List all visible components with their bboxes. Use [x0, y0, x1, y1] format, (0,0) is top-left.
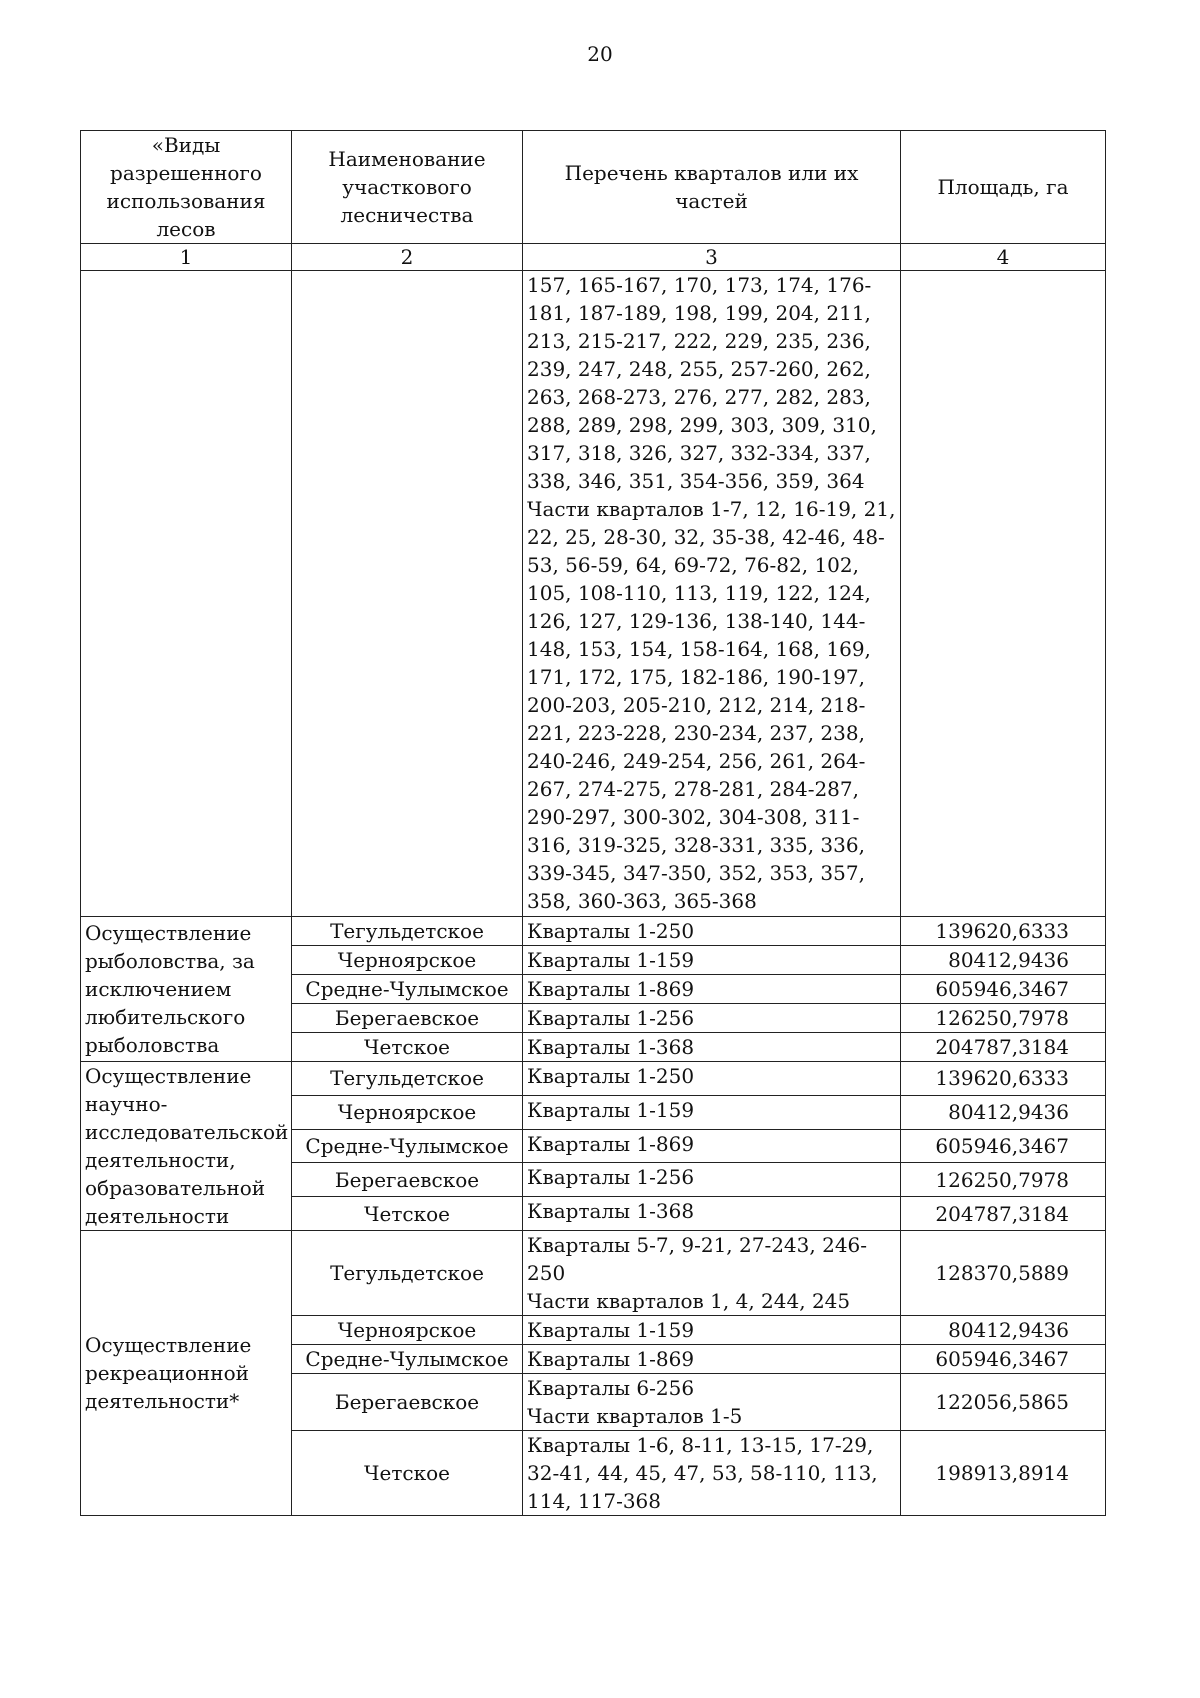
area-value: 126250,7978 [901, 1004, 1106, 1033]
forest-use-type: Осуществление рекреационной деятельности* [81, 1231, 292, 1516]
quarters-list: Кварталы 1-159 [523, 1095, 901, 1129]
area-value: 122056,5865 [901, 1374, 1106, 1431]
quarters-list: Кварталы 1-6, 8-11, 13-15, 17-29, 32-41, 44, 45, 47, 53, 58-110, 113, 114, 117-368 [523, 1431, 901, 1516]
area-value: 204787,3184 [901, 1033, 1106, 1062]
quarters-list: Кварталы 1-869 [523, 1129, 901, 1163]
area-value: 139620,6333 [901, 917, 1106, 946]
table-row [81, 1062, 1106, 1096]
area-value: 80412,9436 [901, 1095, 1106, 1129]
area-value: 605946,3467 [901, 1345, 1106, 1374]
area-value: 605946,3467 [901, 1129, 1106, 1163]
forest-use-type: Осуществление научно-исследовательской деятельности, образовательной деятельности [81, 1062, 292, 1231]
column-number: 1 [81, 244, 292, 271]
area-value: 198913,8914 [901, 1431, 1106, 1516]
forestry-name: Четское [292, 1197, 523, 1231]
forestry-name: Средне-Чулымское [292, 1345, 523, 1374]
forestry-name: Черноярское [292, 1095, 523, 1129]
empty-cell [901, 271, 1106, 917]
empty-cell [81, 271, 292, 917]
quarters-list: Кварталы 5-7, 9-21, 27-243, 246-250 [527, 1233, 868, 1285]
quarters-list: Кварталы 1-250 [523, 917, 901, 946]
table-row [81, 1231, 1106, 1316]
table-header-row [81, 131, 1106, 244]
header-forest-use-type: «Виды разрешенного использования лесов [81, 131, 292, 244]
area-value: 605946,3467 [901, 975, 1106, 1004]
column-number: 2 [292, 244, 523, 271]
forestry-name: Четское [292, 1431, 523, 1516]
quarters-list: Кварталы 1-368 [523, 1033, 901, 1062]
column-number: 4 [901, 244, 1106, 271]
forestry-name: Берегаевское [292, 1004, 523, 1033]
column-number-row [81, 244, 1106, 271]
table-row [81, 917, 1106, 946]
forestry-name: Берегаевское [292, 1374, 523, 1431]
forestry-name: Средне-Чулымское [292, 1129, 523, 1163]
quarters-list: Кварталы 1-869 [523, 1345, 901, 1374]
forestry-name: Берегаевское [292, 1163, 523, 1197]
continuation-quarters-cell [523, 271, 901, 917]
quarters-list: Кварталы 1-256 [523, 1163, 901, 1197]
quarters-list: Кварталы 1-159 [523, 1316, 901, 1345]
quarters-list-cell [523, 1231, 901, 1316]
quarters-list: 157, 165-167, 170, 173, 174, 176-181, 187-189, 198, 199, 204, 211, 213, 215-217, 222, 229, 235, 236, 239, 247, 248, 255, 257-260, 262, 263, 268-273, 276, 277, 282, 283, 288, 289, 298, 299, 303, 309, 310, 317, 318, 326, 327, 332-334, 337, 338, 346, 351, 354-356, 359, 364 [527, 273, 877, 493]
area-value: 204787,3184 [901, 1197, 1106, 1231]
quarter-parts-list: Части кварталов 1, 4, 244, 245 [527, 1289, 851, 1313]
page-number: 20 [587, 42, 613, 66]
area-value: 80412,9436 [901, 946, 1106, 975]
area-value: 126250,7978 [901, 1163, 1106, 1197]
forest-use-table [80, 130, 1106, 1516]
header-area: Площадь, га [901, 131, 1106, 244]
forestry-name: Черноярское [292, 1316, 523, 1345]
continuation-row [81, 271, 1106, 917]
quarter-parts-list: Части кварталов 1-7, 12, 16-19, 21, 22, 25, 28-30, 32, 35-38, 42-46, 48-53, 56-59, 64, 69-72, 76-82, 102, 105, 108-110, 113, 119, 122, 124, 126, 127, 129-136, 138-140, 144-148, 153, 154, 158-164, 168, 169, 171, 172, 175, 182-186, 190-197, 200-203, 205-210, 212, 214, 218-221, 223-228, 230-234, 237, 238, 240-246, 249-254, 256, 261, 264-267, 274-275, 278-281, 284-287, 290-297, 300-302, 304-308, 311-316, 319-325, 328-331, 335, 336, 339-345, 347-350, 352, 353, 357, 358, 360-363, 365-368 [527, 497, 896, 913]
header-quarters-list: Перечень кварталов или их частей [523, 131, 901, 244]
quarters-list: Кварталы 1-869 [523, 975, 901, 1004]
quarters-list-cell [523, 1374, 901, 1431]
forestry-name: Черноярское [292, 946, 523, 975]
forest-use-type: Осуществление рыболовства, за исключением любительского рыболовства [81, 917, 292, 1062]
header-forestry-name: Наименование участкового лесничества [292, 131, 523, 244]
column-number: 3 [523, 244, 901, 271]
forestry-name: Тегульдетское [292, 917, 523, 946]
empty-cell [292, 271, 523, 917]
quarters-list: Кварталы 1-250 [523, 1062, 901, 1096]
forestry-name: Тегульдетское [292, 1062, 523, 1096]
area-value: 80412,9436 [901, 1316, 1106, 1345]
quarters-list: Кварталы 6-256 [527, 1376, 695, 1400]
quarters-list: Кварталы 1-368 [523, 1197, 901, 1231]
quarters-list: Кварталы 1-256 [523, 1004, 901, 1033]
area-value: 128370,5889 [901, 1231, 1106, 1316]
forestry-name: Четское [292, 1033, 523, 1062]
quarter-parts-list: Части кварталов 1-5 [527, 1404, 743, 1428]
quarters-list: Кварталы 1-159 [523, 946, 901, 975]
area-value: 139620,6333 [901, 1062, 1106, 1096]
forestry-name: Тегульдетское [292, 1231, 523, 1316]
forestry-name: Средне-Чулымское [292, 975, 523, 1004]
